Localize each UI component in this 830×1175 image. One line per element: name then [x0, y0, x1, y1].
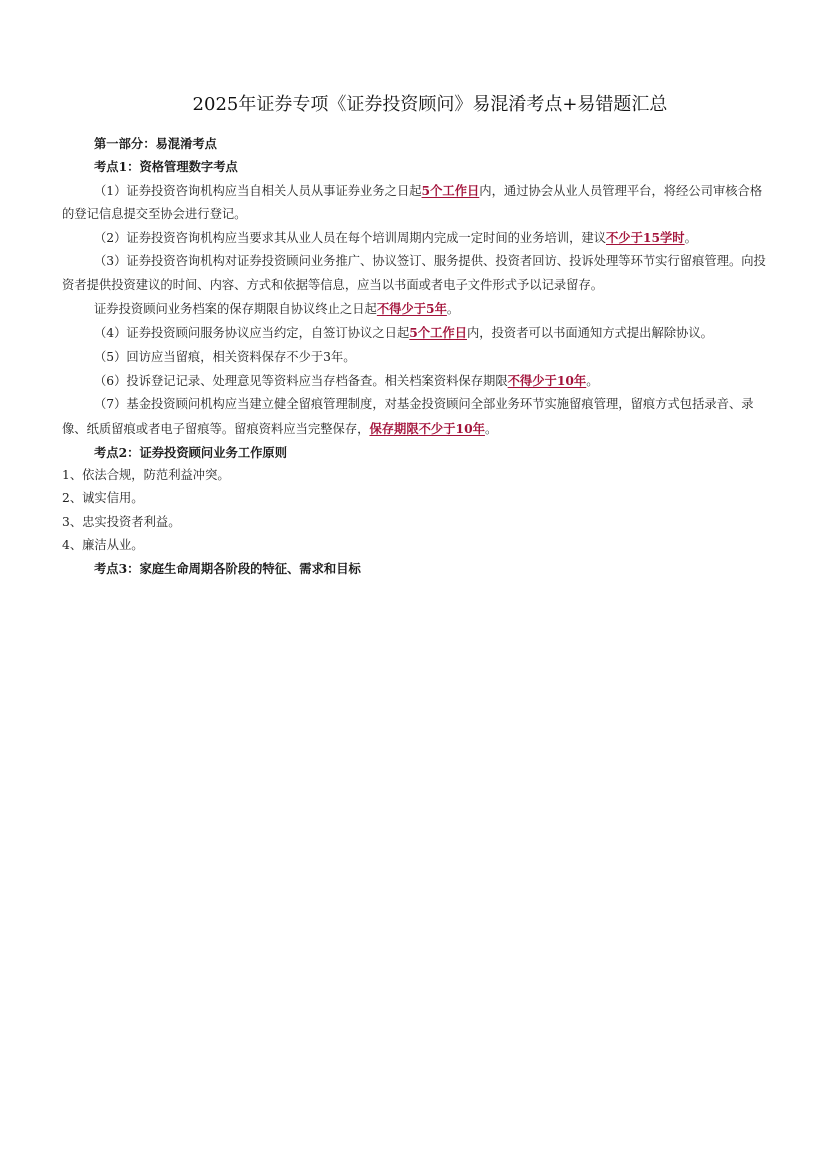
section-heading-kp3: 考点3：家庭生命周期各阶段的特征、需求和目标: [94, 561, 361, 577]
paragraph-7-text-c: 。: [484, 421, 498, 436]
paragraph-3b-text-c: 。: [446, 302, 460, 317]
highlight-5-workdays-cancel: 5个工作日: [409, 325, 467, 341]
paragraph-6: [62, 369, 768, 393]
paragraph-2: [62, 226, 768, 250]
part-heading: 第一部分：易混淆考点: [94, 136, 217, 151]
paragraph-4-text-a: （4）证券投资顾问服务协议应当约定，自签订协议之日起: [94, 326, 410, 341]
section-heading-kp2: 考点2：证券投资顾问业务工作原则: [94, 444, 288, 460]
highlight-5-workdays: 5个工作日: [421, 182, 480, 198]
paragraph-6-text-a: （6）投诉登记记录、处理意见等资料应当存档备查。相关档案资料保存期限: [94, 373, 508, 388]
paragraph-3: （3）证券投资咨询机构对证券投资顾问业务推广、协议签订、服务提供、投资者回访、投诉处理等环节实行留痕管理。向投资者提供投资建议的时间、内容、方式和依据等信息，应当以书面或者电子文件形式予以记录留存。: [62, 254, 766, 292]
highlight-15-hours: 不少于15学时: [606, 230, 685, 246]
document-body: [62, 132, 768, 581]
paragraph-5: （5）回访应当留痕，相关资料保存不少于3年。: [94, 349, 356, 364]
section-heading-kp1: 考点1：资格管理数字考点: [94, 159, 238, 175]
paragraph-4-text-c: 内，投资者可以书面通知方式提出解除协议。: [467, 326, 713, 341]
paragraph-2-text-a: （2）证券投资咨询机构应当要求其从业人员在每个培训周期内完成一定时间的业务培训，建议: [94, 231, 606, 246]
list-item: 2、诚实信用。: [62, 491, 144, 506]
highlight-10-years: 不得少于10年: [507, 372, 587, 388]
paragraph-3b-text-a: 证券投资顾问业务档案的保存期限自协议终止之日起: [94, 302, 377, 317]
paragraph-1-text-a: （1）证券投资咨询机构应当自相关人员从事证券业务之日起: [94, 183, 422, 198]
highlight-5-years: 不得少于5年: [376, 301, 447, 317]
list-item: 1、依法合规，防范利益冲突。: [62, 468, 230, 483]
highlight-retention-10-years: 保存期限不少于10年: [369, 420, 485, 436]
paragraph-1: [62, 179, 768, 227]
list-item: 4、廉洁从业。: [62, 538, 144, 553]
paragraph-1-text-c: 内，通过协会从业人员管理平台，将经公司审核合格的登记信息提交至协会进行登记。: [62, 183, 763, 221]
paragraph-7-text-a: （7）基金投资顾问机构应当建立健全留痕管理制度，对基金投资顾问全部业务环节实施留痕管理，留痕方式包括录音、录像、纸质留痕或者电子留痕等。留痕资料应当完整保存，: [62, 397, 754, 436]
paragraph-2-text-c: 。: [684, 231, 697, 246]
paragraph-6-text-c: 。: [586, 373, 599, 388]
paragraph-4: [62, 321, 768, 345]
paragraph-3b: [62, 297, 768, 321]
list-item: 3、忠实投资者利益。: [62, 514, 181, 529]
paragraph-7: [62, 393, 768, 441]
document-title: 2025年证券专项《证券投资顾问》易混淆考点+易错题汇总: [192, 94, 668, 115]
